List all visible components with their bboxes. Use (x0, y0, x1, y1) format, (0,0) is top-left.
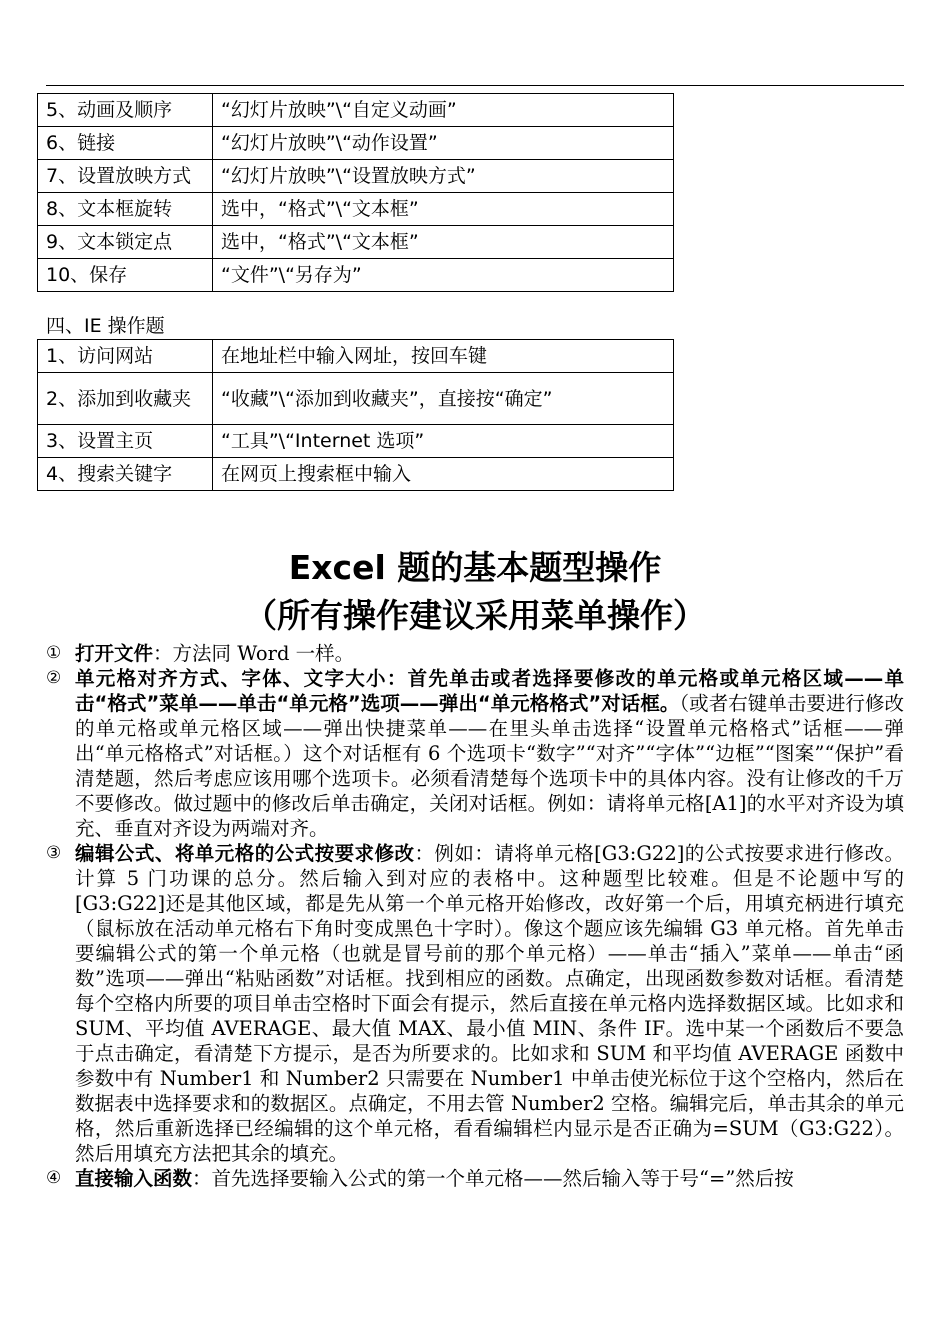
step-body: ：方法同 Word 一样。 (153, 642, 355, 665)
table-row (38, 160, 674, 193)
step-lead: 打开文件 (75, 642, 154, 665)
action-cell: 选中，“格式”\“文本框” (213, 226, 674, 259)
ie-section-heading: 四、IE 操作题 (46, 315, 165, 337)
list-item (46, 641, 904, 666)
item-cell: 4、搜索关键字 (38, 458, 213, 491)
step-body: （或者右键单击要进行修改的单元格或单元格区域——弹出快捷菜单——在里头单击选择“设置单元格格式”话框——弹出“单元格格式”对话框。）这个对话框有 6 个选项卡“数字”“对齐”“字体”“边框”“图案”“保护”看清楚题，然后考虑应该用哪个选项卡。必须看清楚每个选项卡中的具体内容。没有让修改的千万不要修改。做过题中的修改后单击确定，关闭对话框。例如：请将单元格[A1]的水平对齐设为填充、垂直对齐设为两端对齐。 (75, 692, 904, 840)
step-number: ④ (46, 1168, 62, 1188)
table-row (38, 458, 674, 491)
ie-operations-table (37, 339, 674, 491)
step-body: ：首先选择要输入公式的第一个单元格——然后输入等于号“=”然后按 (192, 1167, 794, 1190)
action-cell: “文件”\“另存为” (213, 259, 674, 292)
table-row (38, 340, 674, 373)
table-row (38, 373, 674, 425)
list-item (46, 841, 904, 1166)
table-row (38, 94, 674, 127)
action-cell: “工具”\“Internet 选项” (213, 425, 674, 458)
ppt-operations-table (37, 93, 674, 292)
step-lead: 直接输入函数 (75, 1167, 193, 1190)
item-cell: 8、文本框旋转 (38, 193, 213, 226)
step-number: ③ (46, 843, 62, 863)
action-cell: 选中，“格式”\“文本框” (213, 193, 674, 226)
item-cell: 7、设置放映方式 (38, 160, 213, 193)
action-cell: “幻灯片放映”\“动作设置” (213, 127, 674, 160)
excel-subtitle: （所有操作建议采用菜单操作） (244, 596, 706, 635)
header-rule (46, 85, 904, 86)
step-body: ：例如：请将单元格[G3:G22]的公式按要求进行修改。计算 5 门功课的总分。然后输入到对应的表格中。这种题型比较难。但是不论题中写的[G3:G22]还是其他区域，都是先从第一个单元格开始修改，改好第一个后，用填充柄进行填充（鼠标放在活动单元格右下角时变成黑色十字时）。像这个题应该先编辑 G3 单元格。首先单击要编辑公式的第一个单元格（也就是冒号前的那个单元格）——单击“插入”菜单——单击“函数”选项——弹出“粘贴函数”对话框。找到相应的函数。点确定，出现函数参数对话框。看清楚每个空格内所要的项目单击空格时下面会有提示，然后直接在单元格内选择数据区域。比如求和 SUM、平均值 AVERAGE、最大值 MAX、最小值 MIN、条件 IF。选中某一个函数后不要急于点击确定，看清楚下方提示，是否为所要求的。比如求和 SUM 和平均值 AVERAGE 函数中参数中有 Number1 和 Number2 只需要在 Number1 中单击使光标位于这个空格内，然后在数据表中选择要求和的数据区。点确定，不用去管 Number2 空格。编辑完后，单击其余的单元格，然后重新选择已经编辑的这个单元格，看看编辑栏内显示是否正确为=SUM（G3:G22）。然后用填充方法把其余的填充。 (75, 842, 904, 1165)
table-row (38, 193, 674, 226)
step-number: ① (46, 643, 62, 663)
item-cell: 2、添加到收藏夹 (38, 373, 213, 425)
item-cell: 9、文本锁定点 (38, 226, 213, 259)
item-cell: 3、设置主页 (38, 425, 213, 458)
item-cell: 10、保存 (38, 259, 213, 292)
table-row (38, 127, 674, 160)
action-cell: 在网页上搜索框中输入 (213, 458, 674, 491)
item-cell: 1、访问网站 (38, 340, 213, 373)
item-cell: 6、链接 (38, 127, 213, 160)
step-number: ② (46, 668, 62, 688)
item-cell: 5、动画及顺序 (38, 94, 213, 127)
table-row (38, 226, 674, 259)
excel-title: Excel 题的基本题型操作 (288, 548, 662, 587)
step-lead: 编辑公式、将单元格的公式按要求修改 (75, 842, 415, 865)
table-row (38, 425, 674, 458)
action-cell: “幻灯片放映”\“自定义动画” (213, 94, 674, 127)
step-lead: 单元格对齐方式、字体、文字大小：首先单击或者选择要修改的单元格或单元格区域——单击“格式”菜单——单击“单元格”选项——弹出“单元格格式”对话框。 (75, 667, 904, 715)
action-cell: “幻灯片放映”\“设置放映方式” (213, 160, 674, 193)
list-item (46, 666, 904, 841)
action-cell: “收藏”\“添加到收藏夹”，直接按“确定” (213, 373, 674, 425)
table-row (38, 259, 674, 292)
list-item (46, 1166, 904, 1191)
excel-steps-list (46, 641, 904, 1191)
action-cell: 在地址栏中输入网址，按回车键 (213, 340, 674, 373)
